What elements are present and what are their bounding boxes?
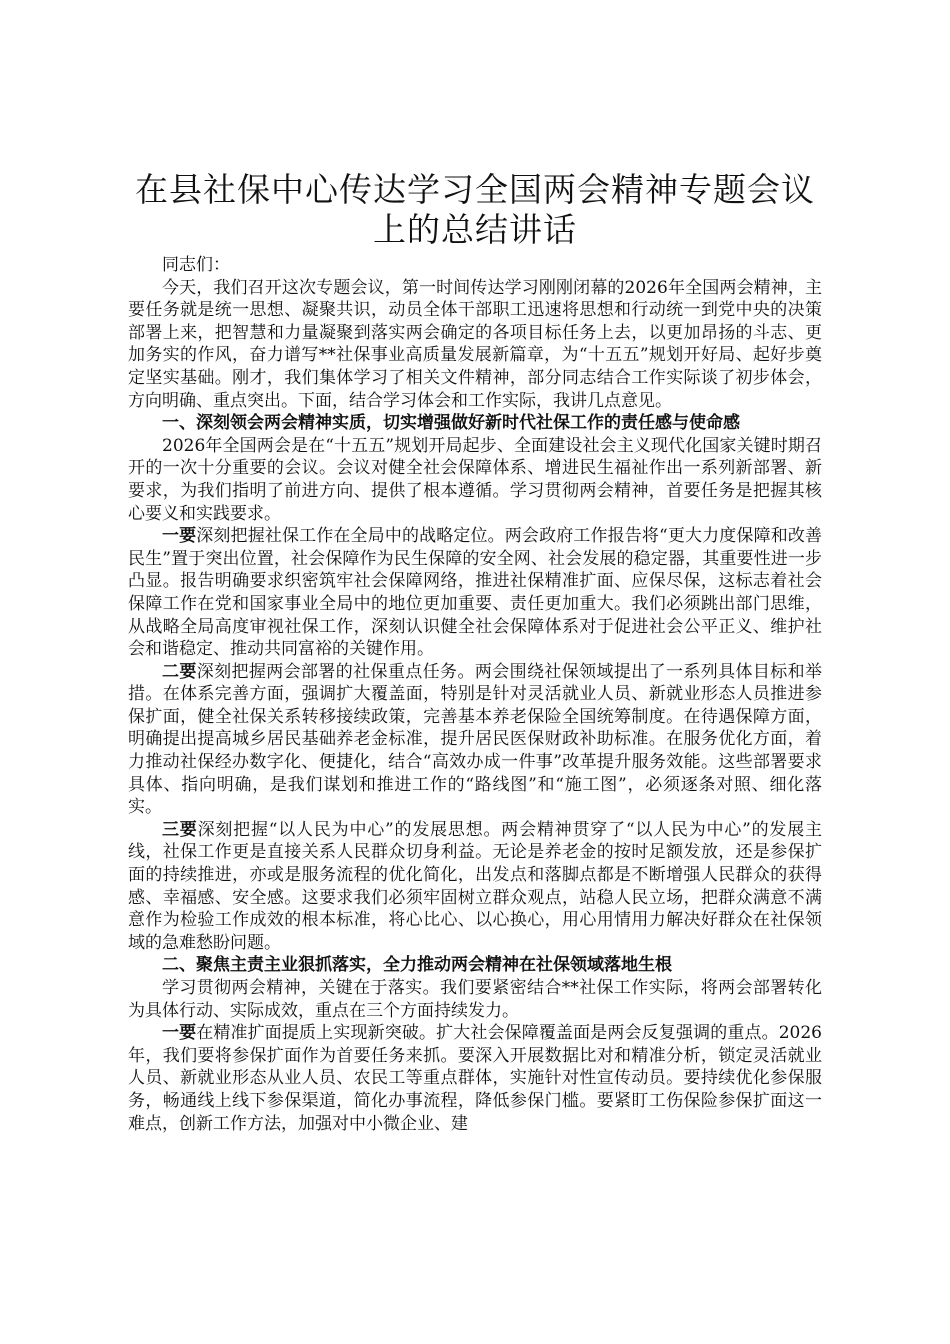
document-title [128, 170, 822, 250]
paragraph-intro: 今天，我们召开这次专题会议，第一时间传达学习刚刚闭幕的2026年全国两会精神，主要任务就是统一思想、凝聚共识，动员全体干部职工迅速将思想和行动统一到党中央的决策部署上来，把智慧和力量凝聚到落实两会确定的各项目标任务上去，以更加昂扬的斗志、更加务实的作风，奋力谱写**社保事业高质量发展新篇章，为“十五五”规划开好局、起好步奠定坚实基础。刚才，我们集体学习了相关文件精神，部分同志结合工作实际谈了初步体会，方向明确、重点突出。下面，结合学习体会和工作实际，我讲几点意见。 [128, 277, 822, 411]
paragraph-point-4 [128, 1022, 822, 1135]
point-text-2: 深刻把握两会部署的社保重点任务。两会围绕社保领域提出了一系列具体目标和举措。在体系完善方面，强调扩大覆盖面，特别是针对灵活就业人员、新就业形态人员推进参保扩面，健全社保关系转移接续政策，完善基本养老保险全国统筹制度。在待遇保障方面，明确提出提高城乡居民基础养老金标准，提升居民医保财政补助标准。在服务优化方面，着力推动社保经办数字化、便捷化，结合“高效办成一件事”改革提升服务效能。这些部署要求具体、指向明确，是我们谋划和推进工作的“路线图”和“施工图”，必须逐条对照、细化落实。 [128, 661, 823, 818]
salutation: 同志们： [162, 255, 230, 275]
point-text-1: 深刻把握社保工作在全局中的战略定位。两会政府工作报告将“更大力度保障和改善民生”置于突出位置，社会保障作为民生保障的安全网、社会发展的稳定器，其重要性进一步凸显。报告明确要求织密筑牢社会保障网络，推进社保精准扩面、应保尽保，这标志着社会保障工作在党和国家事业全局中的地位更加重要、责任更加重大。我们必须跳出部门思维，从战略全局高度审视社保工作，深刻认识健全社会保障体系对于促进社会公平正义、维护社会和谐稳定、推动共同富裕的关键作用。 [128, 526, 822, 660]
section-heading-1: 一、深刻领会两会精神实质，切实增强做好新时代社保工作的责任感与使命感 [162, 413, 740, 434]
point-text-4: 在精准扩面提质上实现新突破。扩大社会保障覆盖面是两会反复强调的重点。2026年，我们要将参保扩面作为首要任务来抓。要深入开展数据比对和精准分析，锁定灵活就业人员、新就业形态从业人员、农民工等重点群体，实施针对性宣传动员。要持续优化参保服务，畅通线上线下参保渠道，简化办事流程，降低参保门槛。要紧盯工伤保险参保扩面这一难点，创新工作方法，加强对中小微企业、建 [128, 1023, 822, 1134]
title-line-2: 上的总结讲话 [373, 210, 577, 249]
point-text-3: 深刻把握“以人民为中心”的发展思想。两会精神贯穿了“以人民为中心”的发展主线，社保工作更是直接关系人民群众切身利益。无论是养老金的按时足额发放，还是参保扩面的持续推进，亦或是服务流程的优化简化，出发点和落脚点都是不断增强人民群众的获得感、幸福感、安全感。这要求我们必须牢固树立群众观点，站稳人民立场，把群众满意不满意作为检验工作成效的根本标准，将心比心、以心换心，用心用情用力解决好群众在社保领域的急难愁盼问题。 [128, 819, 822, 953]
paragraph-section-1-intro: 2026年全国两会是在“十五五”规划开局起步、全面建设社会主义现代化国家关键时期召开的一次十分重要的会议。会议对健全社会保障体系、增进民生福祉作出一系列新部署、新要求，为我们指明了前进方向、提供了根本遵循。学习贯彻两会精神，首要任务是把握其核心要义和实践要求。 [128, 435, 822, 524]
document-body [128, 170, 822, 1135]
point-lead-4: 一要 [162, 1023, 197, 1044]
paragraph-point-1 [128, 525, 822, 661]
section-heading-2: 二、聚焦主责主业狠抓落实，全力推动两会精神在社保领域落地生根 [162, 955, 672, 976]
paragraph-section-2-intro: 学习贯彻两会精神，关键在于落实。我们要紧密结合**社保工作实际，将两会部署转化为具体行动、实际成效，重点在三个方面持续发力。 [128, 978, 822, 1021]
title-line-1: 在县社保中心传达学习全国两会精神专题会议 [135, 170, 815, 209]
point-lead-3: 三要 [162, 819, 198, 840]
point-lead-2: 二要 [162, 661, 197, 682]
paragraph-point-3 [128, 819, 822, 955]
paragraph-point-2 [128, 661, 822, 819]
point-lead-1: 一要 [162, 526, 197, 547]
